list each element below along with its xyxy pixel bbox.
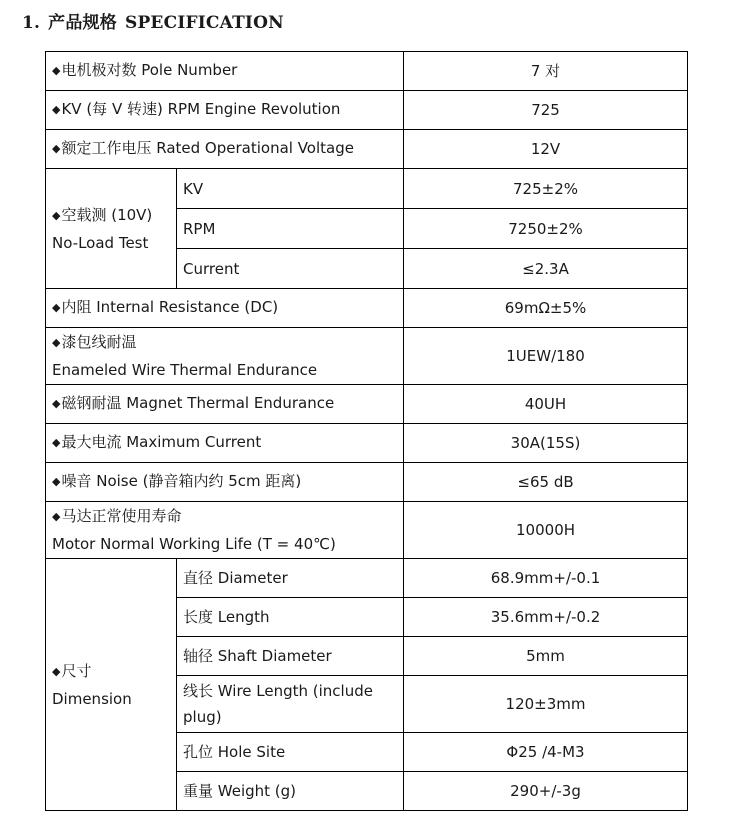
no-load-sub-label: RPM: [177, 209, 404, 249]
bullet-icon: ◆: [52, 208, 61, 222]
table-row-noise: [46, 463, 688, 502]
magnet-thermal-value: 40UH: [404, 385, 688, 424]
max-current-label: ◆最大电流 Maximum Current: [46, 424, 404, 463]
bullet-icon: ◆: [52, 510, 61, 523]
dimension-sub-label: 直径 Diameter: [177, 559, 404, 598]
section-number: 1.: [22, 13, 41, 33]
wire-thermal-value: 1UEW/180: [404, 328, 688, 385]
no-load-sub-label: KV: [177, 169, 404, 209]
rated-voltage-value: 12V: [404, 130, 688, 169]
internal-resistance-value: 69mΩ±5%: [404, 289, 688, 328]
max-current-value: 30A(15S): [404, 424, 688, 463]
table-row-kv: [46, 91, 688, 130]
bullet-icon: ◆: [52, 436, 61, 449]
bullet-icon: ◆: [52, 64, 61, 77]
table-row-magnet-thermal: [46, 385, 688, 424]
dimension-sub-label: 线长 Wire Length (include plug): [177, 676, 404, 733]
no-load-value: ≤2.3A: [404, 249, 688, 289]
section-title-cn: 产品规格: [48, 13, 117, 33]
dimension-sub-label: 轴径 Shaft Diameter: [177, 637, 404, 676]
table-row-rated-voltage: [46, 130, 688, 169]
dimension-label: ◆尺寸 Dimension: [46, 559, 177, 811]
table-row-pole-number: [46, 52, 688, 91]
table-row-no-load-kv: [46, 169, 688, 209]
bullet-icon: ◆: [52, 664, 61, 678]
no-load-label: ◆空载测 (10V) No-Load Test: [46, 169, 177, 289]
dimension-value: 120±3mm: [404, 676, 688, 733]
bullet-icon: ◆: [52, 301, 61, 314]
bullet-icon: ◆: [52, 103, 61, 116]
bullet-icon: ◆: [52, 142, 61, 155]
table-row-max-current: [46, 424, 688, 463]
dimension-value: 290+/-3g: [404, 772, 688, 811]
specification-table: [45, 51, 688, 811]
no-load-value: 7250±2%: [404, 209, 688, 249]
kv-label: ◆KV (每 V 转速) RPM Engine Revolution: [46, 91, 404, 130]
dimension-value: 35.6mm+/-0.2: [404, 598, 688, 637]
dimension-value: Φ25 /4-M3: [404, 733, 688, 772]
section-heading: [22, 8, 292, 33]
working-life-label: ◆马达正常使用寿命 Motor Normal Working Life (T = 40℃): [46, 502, 404, 559]
dimension-sub-label: 长度 Length: [177, 598, 404, 637]
section-title-en: SPECIFICATION: [124, 13, 284, 33]
internal-resistance-label: ◆内阻 Internal Resistance (DC): [46, 289, 404, 328]
working-life-value: 10000H: [404, 502, 688, 559]
dimension-sub-label: 重量 Weight (g): [177, 772, 404, 811]
dimension-sub-label: 孔位 Hole Site: [177, 733, 404, 772]
pole-number-label: ◆电机极对数 Pole Number: [46, 52, 404, 91]
kv-value: 725: [404, 91, 688, 130]
table-row-wire-thermal: [46, 328, 688, 385]
table-row-working-life: [46, 502, 688, 559]
table-row-internal-resistance: [46, 289, 688, 328]
no-load-sub-label: Current: [177, 249, 404, 289]
magnet-thermal-label: ◆磁钢耐温 Magnet Thermal Endurance: [46, 385, 404, 424]
noise-value: ≤65 dB: [404, 463, 688, 502]
dimension-value: 68.9mm+/-0.1: [404, 559, 688, 598]
bullet-icon: ◆: [52, 475, 61, 488]
bullet-icon: ◆: [52, 397, 61, 410]
table-row-diameter: [46, 559, 688, 598]
bullet-icon: ◆: [52, 336, 61, 349]
pole-number-value: 7 对: [404, 52, 688, 91]
wire-thermal-label: ◆漆包线耐温 Enameled Wire Thermal Endurance: [46, 328, 404, 385]
no-load-value: 725±2%: [404, 169, 688, 209]
rated-voltage-label: ◆额定工作电压 Rated Operational Voltage: [46, 130, 404, 169]
noise-label: ◆噪音 Noise (静音箱内约 5cm 距离): [46, 463, 404, 502]
dimension-value: 5mm: [404, 637, 688, 676]
